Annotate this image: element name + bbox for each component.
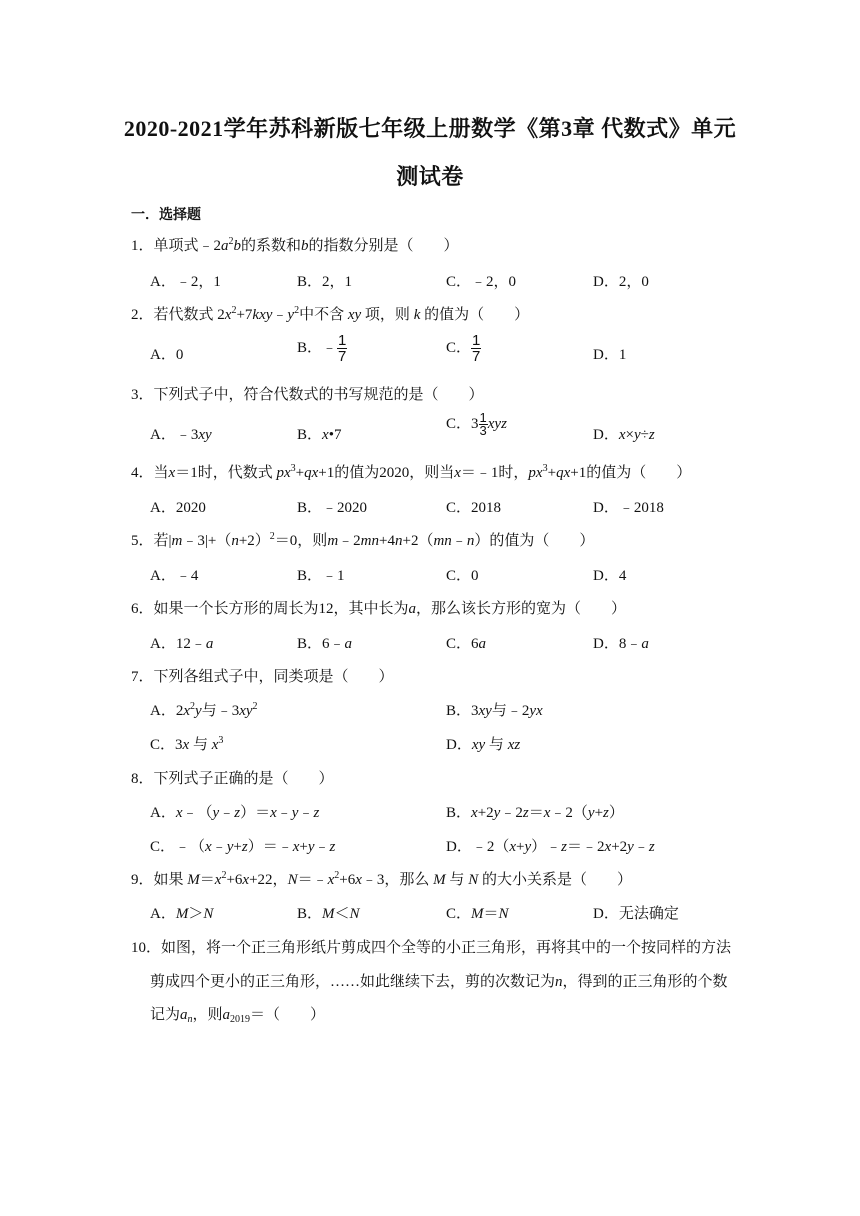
q7-option-d: D．xy 与 xz [446,737,521,753]
q2-option-a: A．0 [150,347,184,363]
q6-option-a: A．12﹣a [150,636,214,652]
q1-option-b: B．2，1 [297,274,353,290]
q9-option-c: C．M＝N [446,906,509,922]
fraction: $\frac{1}{3}$ [479,410,487,439]
q5-option-b: B．﹣1 [297,568,345,584]
q1-option-d: D．2，0 [593,274,649,290]
q4-option-c: C．2018 [446,500,502,516]
q8-option-b: B．x+2y﹣2z＝x﹣2（y+z） [446,805,624,821]
fraction: $\frac{1}{7}$ [338,332,347,365]
question-7: 7．下列各组式子中，同类项是（ ） [131,669,394,685]
q3-option-a: A．﹣3xy [150,427,212,443]
q5-option-a: A．﹣4 [150,568,199,584]
question-5: 5．若$|m﹣3|+(n+2)^2=0$，则m﹣2mn+4n+2（mn﹣n）的值为（ ） [131,531,595,549]
section-heading: 一．选择题 [131,208,201,223]
q3-option-c: C．3 $\frac{1}{3}$ xyz [446,410,507,439]
q5-option-c: C．0 [446,568,479,584]
question-4: 4．当x＝1时，代数式 $px^3+qx+1$的值为2020，则当x＝﹣1时，$px^3+qx+1$的值为（ ） [131,463,692,481]
q2-option-b: B．﹣ $\frac{1}{7}$ [297,332,347,365]
q6-option-d: D．8﹣a [593,636,649,652]
q4-option-a: A．2020 [150,500,206,516]
q6-option-b: B．6﹣a [297,636,353,652]
question-2: 2．若代数式 $2x^2+7kxy﹣y^2$中不含 xy 项，则 k 的值为（ ） [131,305,530,323]
q8-option-d: D．﹣2（x+y）﹣z＝﹣2x+2y﹣z [446,839,655,855]
fraction: $\frac{1}{7}$ [472,332,481,365]
question-9: 9．如果 $M=x^2+6x+22$，$N=﹣x^2+6x﹣3$，那么 M 与 N 的大小关系是（ ） [131,870,632,888]
question-10-line3: 记为$a_n$，则$a_{2019}=$（ ） [150,1007,326,1025]
page-title-line2: 测试卷 [396,164,464,189]
q6-option-c: C．6a [446,636,487,652]
question-10: 10．如图，将一个正三角形纸片剪成四个全等的小正三角形，再将其中的一个按同样的方法 [131,940,732,956]
q9-option-b: B．M＜N [297,906,360,922]
q9-option-a: A．M＞N [150,906,214,922]
q2-option-d: D．1 [593,347,627,363]
question-8: 8．下列式子正确的是（ ） [131,771,334,787]
page-title: 2020-2021学年苏科新版七年级上册数学《第3章 代数式》单元 [123,116,737,141]
question-6: 6．如果一个长方形的周长为12，其中长为a，那么该长方形的宽为（ ） [131,601,627,617]
q4-option-d: D．﹣2018 [593,500,664,516]
q2-option-c: C． $\frac{1}{7}$ [446,332,481,365]
q9-option-d: D．无法确定 [593,906,679,922]
q8-option-c: C．﹣（x﹣y+z）＝﹣x+y﹣z [150,839,336,855]
q4-option-b: B．﹣2020 [297,500,368,516]
q7-option-c: C．3x 与 $x^3$ [150,735,224,753]
question-3: 3．下列式子中，符合代数式的书写规范的是（ ） [131,387,484,403]
q7-option-b: B．3xy与﹣2yx [446,703,543,719]
q5-option-d: D．4 [593,568,627,584]
question-10-line2: 剪成四个更小的正三角形，……如此继续下去，剪的次数记为n，得到的正三角形的个数 [150,974,728,990]
question-1: 1．单项式$﹣2a^2b$的系数和b的指数分别是（ ） [131,236,459,254]
q1-option-c: C．﹣2，0 [446,274,517,290]
q8-option-a: A．x﹣（y﹣z）＝x﹣y﹣z [150,805,320,821]
q3-option-b: B．x•7 [297,427,342,443]
q3-option-d: D．x×y÷z [593,427,655,443]
q7-option-a: A．$2x^2y$与$﹣3xy^2$ [150,701,258,719]
q1-option-a: A．﹣2，1 [150,274,221,290]
